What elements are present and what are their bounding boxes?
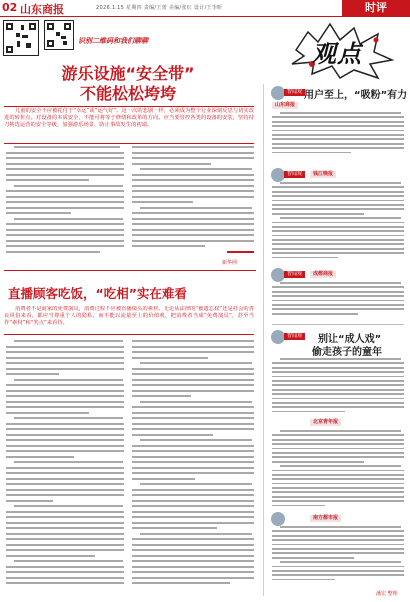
paper-name: 山东商报: [20, 3, 64, 16]
author-label: 智闻观: [284, 171, 305, 178]
sidebar-body-2: [272, 182, 404, 264]
author-label: 智闻观: [284, 271, 305, 278]
lead-byline: 新华网: [222, 260, 238, 266]
avatar: [271, 86, 285, 100]
lead-body-col-1: [6, 146, 124, 258]
second-top-rule: [4, 270, 256, 271]
sidebar-headline-4a: 别让“成人戏”: [318, 334, 382, 345]
sidebar-body-5: [272, 430, 404, 510]
column-logo: [288, 20, 398, 80]
lead-headline-1: 游乐设施“安全带”: [61, 64, 195, 83]
sidebar-headline-1: 用户至上，“吸粉”有力: [304, 90, 408, 101]
second-body-col-1: [6, 340, 124, 596]
sidebar-headline-4b: 偷走孩子的童年: [312, 347, 382, 358]
avatar: [271, 268, 285, 282]
source-label: 山东商报: [272, 102, 298, 109]
avatar: [271, 168, 285, 182]
page-number: 02: [2, 1, 18, 14]
author-label: 智闻观: [284, 333, 305, 340]
sidebar-byline: 潘宏 整理: [376, 591, 398, 597]
masthead: [0, 0, 410, 17]
avatar: [271, 330, 285, 344]
issue-meta: 2026.1.15 星期四 责编/王蕾 美编/张红 设计/王李昕: [96, 5, 223, 11]
source-label: 成都商报: [310, 271, 336, 278]
section-label: 时评: [342, 0, 410, 16]
lead-deck-box: [4, 106, 254, 144]
second-deck-box: [4, 306, 254, 335]
source-label: 钱江晚报: [310, 171, 336, 178]
sidebar-body-6: [272, 526, 404, 588]
author-label: 智闻观: [284, 89, 305, 96]
sidebar-body-3: [272, 282, 404, 322]
second-body-col-2: [132, 340, 254, 596]
second-headline: 直播顾客吃饭，“吃相”实在难看: [8, 286, 187, 301]
avatar: [271, 512, 285, 526]
slogan: 识别二维码和我们聊聊: [78, 37, 148, 45]
qr-code-right[interactable]: [44, 20, 74, 50]
second-deck: 消费者不是商家的免费演员，消费过程不应被直播镜头的素材。无论从法律的“被遗忘权”还是社会的善良风俗来看，都应当尊重个人的隐私，而不能以流量至上的价值观，把消费者当成“免费演员”，甚至当作“素材”和“笑点”来看待。: [4, 306, 254, 326]
lead-deck: 儿童的安全不应被托付于“幸运”或“运气好”。这一次的悲剧一样，必须成为整个行业深刻反思与切实改进的转折点。对设备的本质安全，不能可将等于修缮和改革的方向。应当要管控各类的设备的安装，坚持持刀挑选运营的安全等级，加强游乐场景，防止事故发生的初端。: [4, 108, 254, 128]
lead-headline-2: 不能松松垮垮: [79, 84, 176, 103]
sidebar-body-4: [272, 358, 404, 416]
column-divider: [263, 84, 264, 596]
lead-body-col-2: [132, 146, 254, 258]
logo-text: 观点: [312, 40, 362, 68]
sidebar-rule: [272, 324, 404, 325]
source-label: 南方都市报: [310, 515, 341, 522]
qr-code-left[interactable]: [3, 20, 39, 56]
source-label: 北京青年报: [310, 419, 341, 426]
sidebar-body-1: [272, 112, 404, 164]
